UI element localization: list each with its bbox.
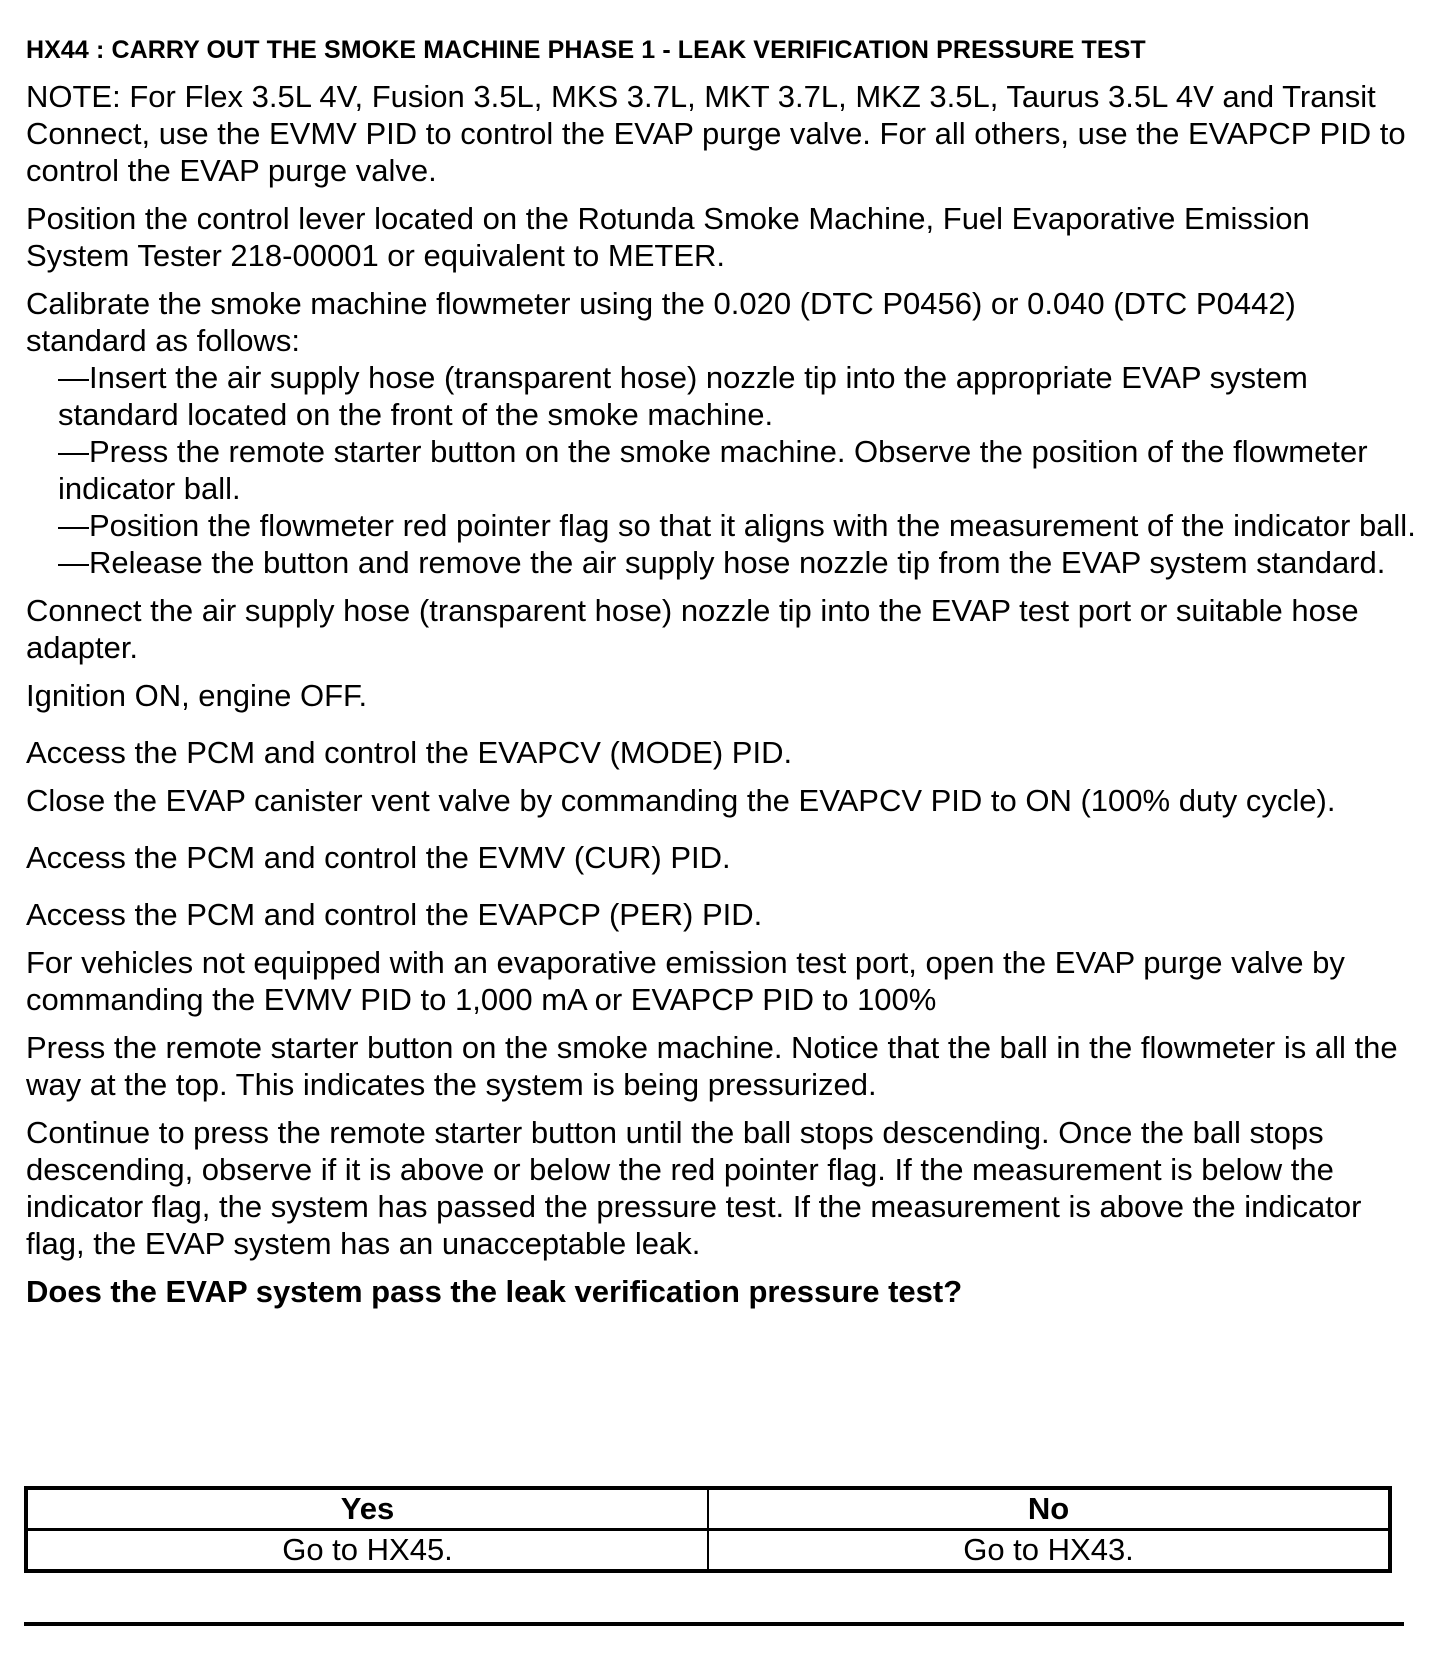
calibration-steps-list [26, 359, 1416, 581]
ignition-paragraph: Ignition ON, engine OFF. [26, 678, 368, 713]
connect-hose-paragraph: Connect the air supply hose (transparent hose) nozzle tip into the EVAP test port or suitable hose adapter. [26, 593, 1359, 665]
calibration-step: —Insert the air supply hose (transparent hose) nozzle tip into the appropriate EVAP system standard located on the front of the smoke machine. [58, 360, 1308, 432]
answer-table [24, 1486, 1392, 1573]
access-evapcp-paragraph: Access the PCM and control the EVAPCP (PER) PID. [26, 897, 763, 932]
answer-action-yes: Go to HX45. [26, 1530, 708, 1572]
position-lever-paragraph: Position the control lever located on the Rotunda Smoke Machine, Fuel Evaporative Emission System Tester 218-00001 or equivalent to METER. [26, 201, 1310, 273]
calibration-step: —Press the remote starter button on the smoke machine. Observe the position of the flowmeter indicator ball. [58, 434, 1368, 506]
calibration-step: —Position the flowmeter red pointer flag so that it aligns with the measurement of the indicator ball. [58, 508, 1416, 543]
access-evmv-paragraph: Access the PCM and control the EVMV (CUR) PID. [26, 840, 731, 875]
answer-header-row [26, 1488, 1390, 1530]
test-question: Does the EVAP system pass the leak verification pressure test? [26, 1274, 963, 1309]
answer-header-yes: Yes [26, 1488, 708, 1530]
calibrate-paragraph: Calibrate the smoke machine flowmeter using the 0.020 (DTC P0456) or 0.040 (DTC P0442) standard as follows: [26, 286, 1296, 358]
no-test-port-paragraph: For vehicles not equipped with an evaporative emission test port, open the EVAP purge valve by commanding the EVMV PID to 1,000 mA or EVAPCP PID to 100% [26, 945, 1345, 1017]
press-starter-paragraph: Press the remote starter button on the smoke machine. Notice that the ball in the flowmeter is all the way at the top. This indicates the system is being pressurized. [26, 1030, 1398, 1102]
answer-action-no: Go to HX43. [708, 1530, 1390, 1572]
bottom-divider [24, 1622, 1404, 1626]
continue-press-paragraph: Continue to press the remote starter button until the ball stops descending. Once the ball stops descending, observe if it is above or below the red pointer flag. If the measurement is below the indicator flag, the system has passed the pressure test. If the measurement is above the indicator flag, the EVAP system has an unacceptable leak. [26, 1115, 1362, 1261]
step-heading: HX44 : CARRY OUT THE SMOKE MACHINE PHASE 1 - LEAK VERIFICATION PRESSURE TEST [26, 36, 1146, 64]
access-evapcv-paragraph: Access the PCM and control the EVAPCV (MODE) PID. [26, 735, 793, 770]
answer-header-no: No [708, 1488, 1390, 1530]
answer-action-row [26, 1530, 1390, 1572]
procedure-page [26, 34, 1416, 1310]
calibration-step: —Release the button and remove the air supply hose nozzle tip from the EVAP system standard. [58, 545, 1386, 580]
note-paragraph: NOTE: For Flex 3.5L 4V, Fusion 3.5L, MKS 3.7L, MKT 3.7L, MKZ 3.5L, Taurus 3.5L 4V and Transit Connect, use the EVMV PID to control the EVAP purge valve. For all others, use the EVAPCP PID to control the EVAP purge valve. [26, 79, 1406, 188]
close-vent-paragraph: Close the EVAP canister vent valve by commanding the EVAPCV PID to ON (100% duty cycle). [26, 783, 1336, 818]
